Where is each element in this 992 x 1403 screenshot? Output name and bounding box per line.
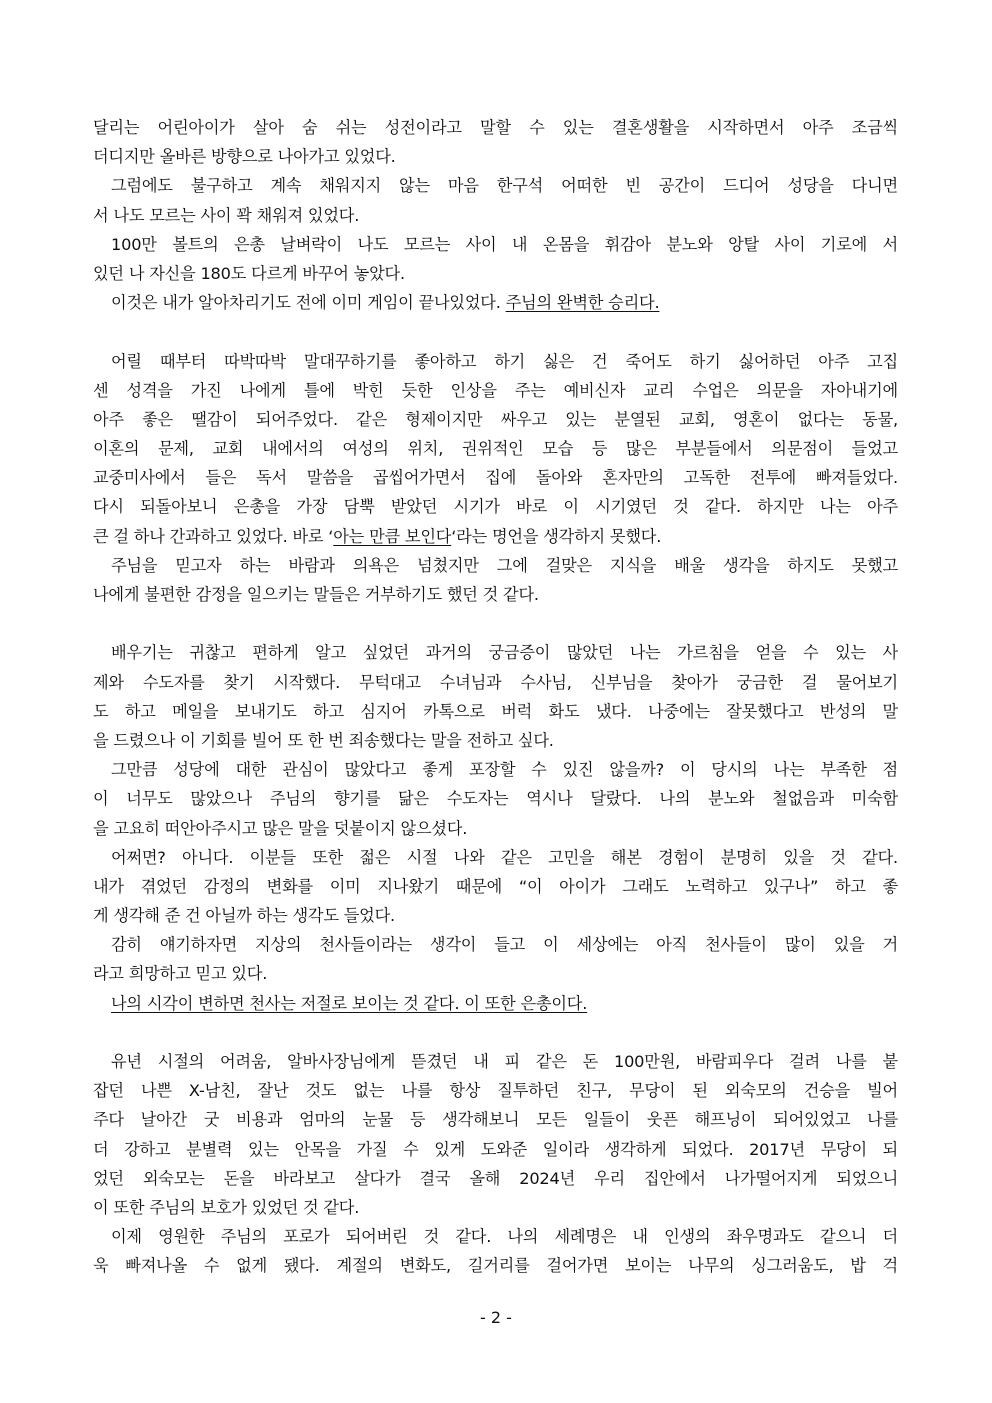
text-line: 그만큼 성당에 대한 관심이 많았다고 좋게 포장할 수 있진 않을까? 이 당시의 나는 부족한 점: [111, 760, 898, 780]
underlined-quote: 아는 만큼 보인다: [333, 526, 452, 546]
text-span: ‘라는 명언을 생각하지 못했다.: [451, 526, 662, 546]
body-text: [93, 113, 898, 1281]
text-line: 내가 겪었던 감정의 변화를 이미 지나왔기 때문에 “이 아이가 그래도 노력하고 있구나” 하고 좋: [93, 876, 898, 896]
text-line: 더디지만 올바른 방향으로 나아가고 있었다.: [93, 147, 396, 167]
text-line: 이 너무도 많았으나 주님의 향기를 닮은 수도자는 역시나 달랐다. 나의 분노와 철없음과 미숙함: [93, 789, 898, 809]
text-line: 주님을 믿고자 하는 바람과 의욕은 넘쳤지만 그에 걸맞은 지식을 배울 생각을 하지도 못했고: [111, 555, 898, 575]
text-line: 감히 얘기하자면 지상의 천사들이라는 생각이 들고 이 세상에는 아직 천사들이 많이 있을 거: [111, 935, 898, 955]
text-line: 었던 외숙모는 돈을 바라보고 살다가 결국 올해 2024년 우리 집안에서 나가떨어지게 되었으니: [93, 1168, 898, 1188]
text-span: 이것은 내가 알아차리기도 전에 이미 게임이 끝나있었다.: [111, 293, 506, 313]
text-line: [93, 288, 898, 317]
text-line: 제와 수도자를 찾기 시작했다. 무턱대고 수녀님과 수사님, 신부님을 찾아가 궁금한 걸 물어보기: [93, 672, 898, 692]
text-line: 센 성격을 가진 나에게 틀에 박힌 듯한 인상을 주는 예비신자 교리 수업은 의문을 자아내기에: [93, 380, 898, 400]
text-line: 유년 시절의 어려움, 알바사장님에게 뜯겼던 내 피 같은 돈 100만원, 바람피우다 걸려 나를 붙: [111, 1052, 898, 1071]
text-line: 어쩌면? 아니다. 이분들 또한 젊은 시절 나와 같은 고민을 해본 경험이 분명히 있을 것 같다.: [111, 847, 898, 867]
text-line: 라고 희망하고 믿고 있다.: [93, 964, 268, 984]
text-line: 을 드렸으나 이 기회를 빌어 또 한 번 죄송했다는 말을 전하고 싶다.: [93, 730, 554, 750]
page-number: - 2 -: [480, 1308, 512, 1327]
text-line: 을 고요히 떠안아주시고 많은 말을 덧붙이지 않으셨다.: [93, 818, 468, 838]
text-line: 서 나도 모르는 사이 꽉 채워져 있었다.: [93, 205, 360, 225]
text-line: 더 강하고 분별력 있는 안목을 가질 수 있게 도와준 일이라 생각하게 되었다. 2017년 무당이 되: [93, 1139, 898, 1159]
text-line: 욱 빠져나올 수 없게 됐다. 계절의 변화도, 길거리를 걸어가면 보이는 나무의 싱그러움도, 밥 걱: [93, 1256, 898, 1276]
text-line: 이 또한 주님의 보호가 있었던 것 같다.: [93, 1197, 360, 1217]
text-line: 어릴 때부터 따박따박 말대꾸하기를 좋아하고 하기 싫은 건 죽어도 하기 싫어하던 아주 고집: [111, 351, 898, 371]
text-line: 다시 되돌아보니 은총을 가장 담뿍 받았던 시기가 바로 이 시기였던 것 같다. 하지만 나는 아주: [93, 497, 898, 517]
text-line: 아주 좋은 땔감이 되어주었다. 같은 형제이지만 싸우고 있는 분열된 교회, 영혼이 없다는 동물,: [93, 409, 898, 429]
paragraph-gap: [93, 1018, 898, 1047]
text-line: 있던 나 자신을 180도 다르게 바꾸어 놓았다.: [93, 263, 405, 283]
text-line: 주다 날아간 굿 비용과 엄마의 눈물 등 생각해보니 모든 일들이 웃픈 해프닝이 되어있었고 나를: [93, 1110, 898, 1130]
underlined-emphasis: 주님의 완벽한 승리다.: [505, 293, 660, 313]
text-line: [93, 522, 898, 551]
text-line: 이혼의 문제, 교회 내에서의 여성의 위치, 권위적인 모습 등 많은 부분들에서 의문점이 들었고: [93, 439, 898, 459]
text-line: 달리는 어린아이가 살아 숨 쉬는 성전이라고 말할 수 있는 결혼생활을 시작하면서 아주 조금씩: [93, 118, 898, 137]
text-line: 배우기는 귀찮고 편하게 알고 싶었던 과거의 궁금증이 많았던 나는 가르침을 얻을 수 있는 사: [111, 643, 898, 663]
text-span: 큰 걸 하나 간과하고 있었다. 바로 ‘: [93, 526, 334, 546]
text-line: 교중미사에서 들은 독서 말씀을 곱씹어가면서 집에 돌아와 혼자만의 고독한 전투에 빠져들었다.: [93, 468, 898, 488]
paragraph-gap: [93, 317, 898, 346]
text-line: 그럼에도 불구하고 계속 채워지지 않는 마음 한구석 어떠한 빈 공간이 드디어 성당을 다니면: [111, 176, 898, 196]
text-line: 이제 영원한 주님의 포로가 되어버린 것 같다. 나의 세례명은 내 인생의 좌우명과도 같으니 더: [111, 1227, 898, 1247]
text-line: 도 하고 메일을 보내기도 하고 심지어 카톡으로 버럭 화도 냈다. 나중에는 잘못했다고 반성의 말: [93, 701, 898, 721]
text-line: [93, 989, 898, 1018]
text-line: 나에게 불편한 감정을 일으키는 말들은 거부하기도 했던 것 같다.: [93, 585, 539, 604]
paragraph-gap: [93, 609, 898, 638]
text-line: 잡던 나쁜 X-남친, 잘난 것도 없는 나를 항상 질투하던 친구, 무당이 된 외숙모의 건승을 빌어: [93, 1081, 898, 1101]
text-line: 게 생각해 준 건 아닐까 하는 생각도 들었다.: [93, 906, 395, 926]
text-line: 100만 볼트의 은총 날벼락이 나도 모르는 사이 내 온몸을 휘감아 분노와 앙탈 사이 기로에 서: [111, 234, 898, 254]
underlined-emphasis: 나의 시각이 변하면 천사는 저절로 보이는 것 같다. 이 또한 은총이다.: [111, 993, 588, 1013]
